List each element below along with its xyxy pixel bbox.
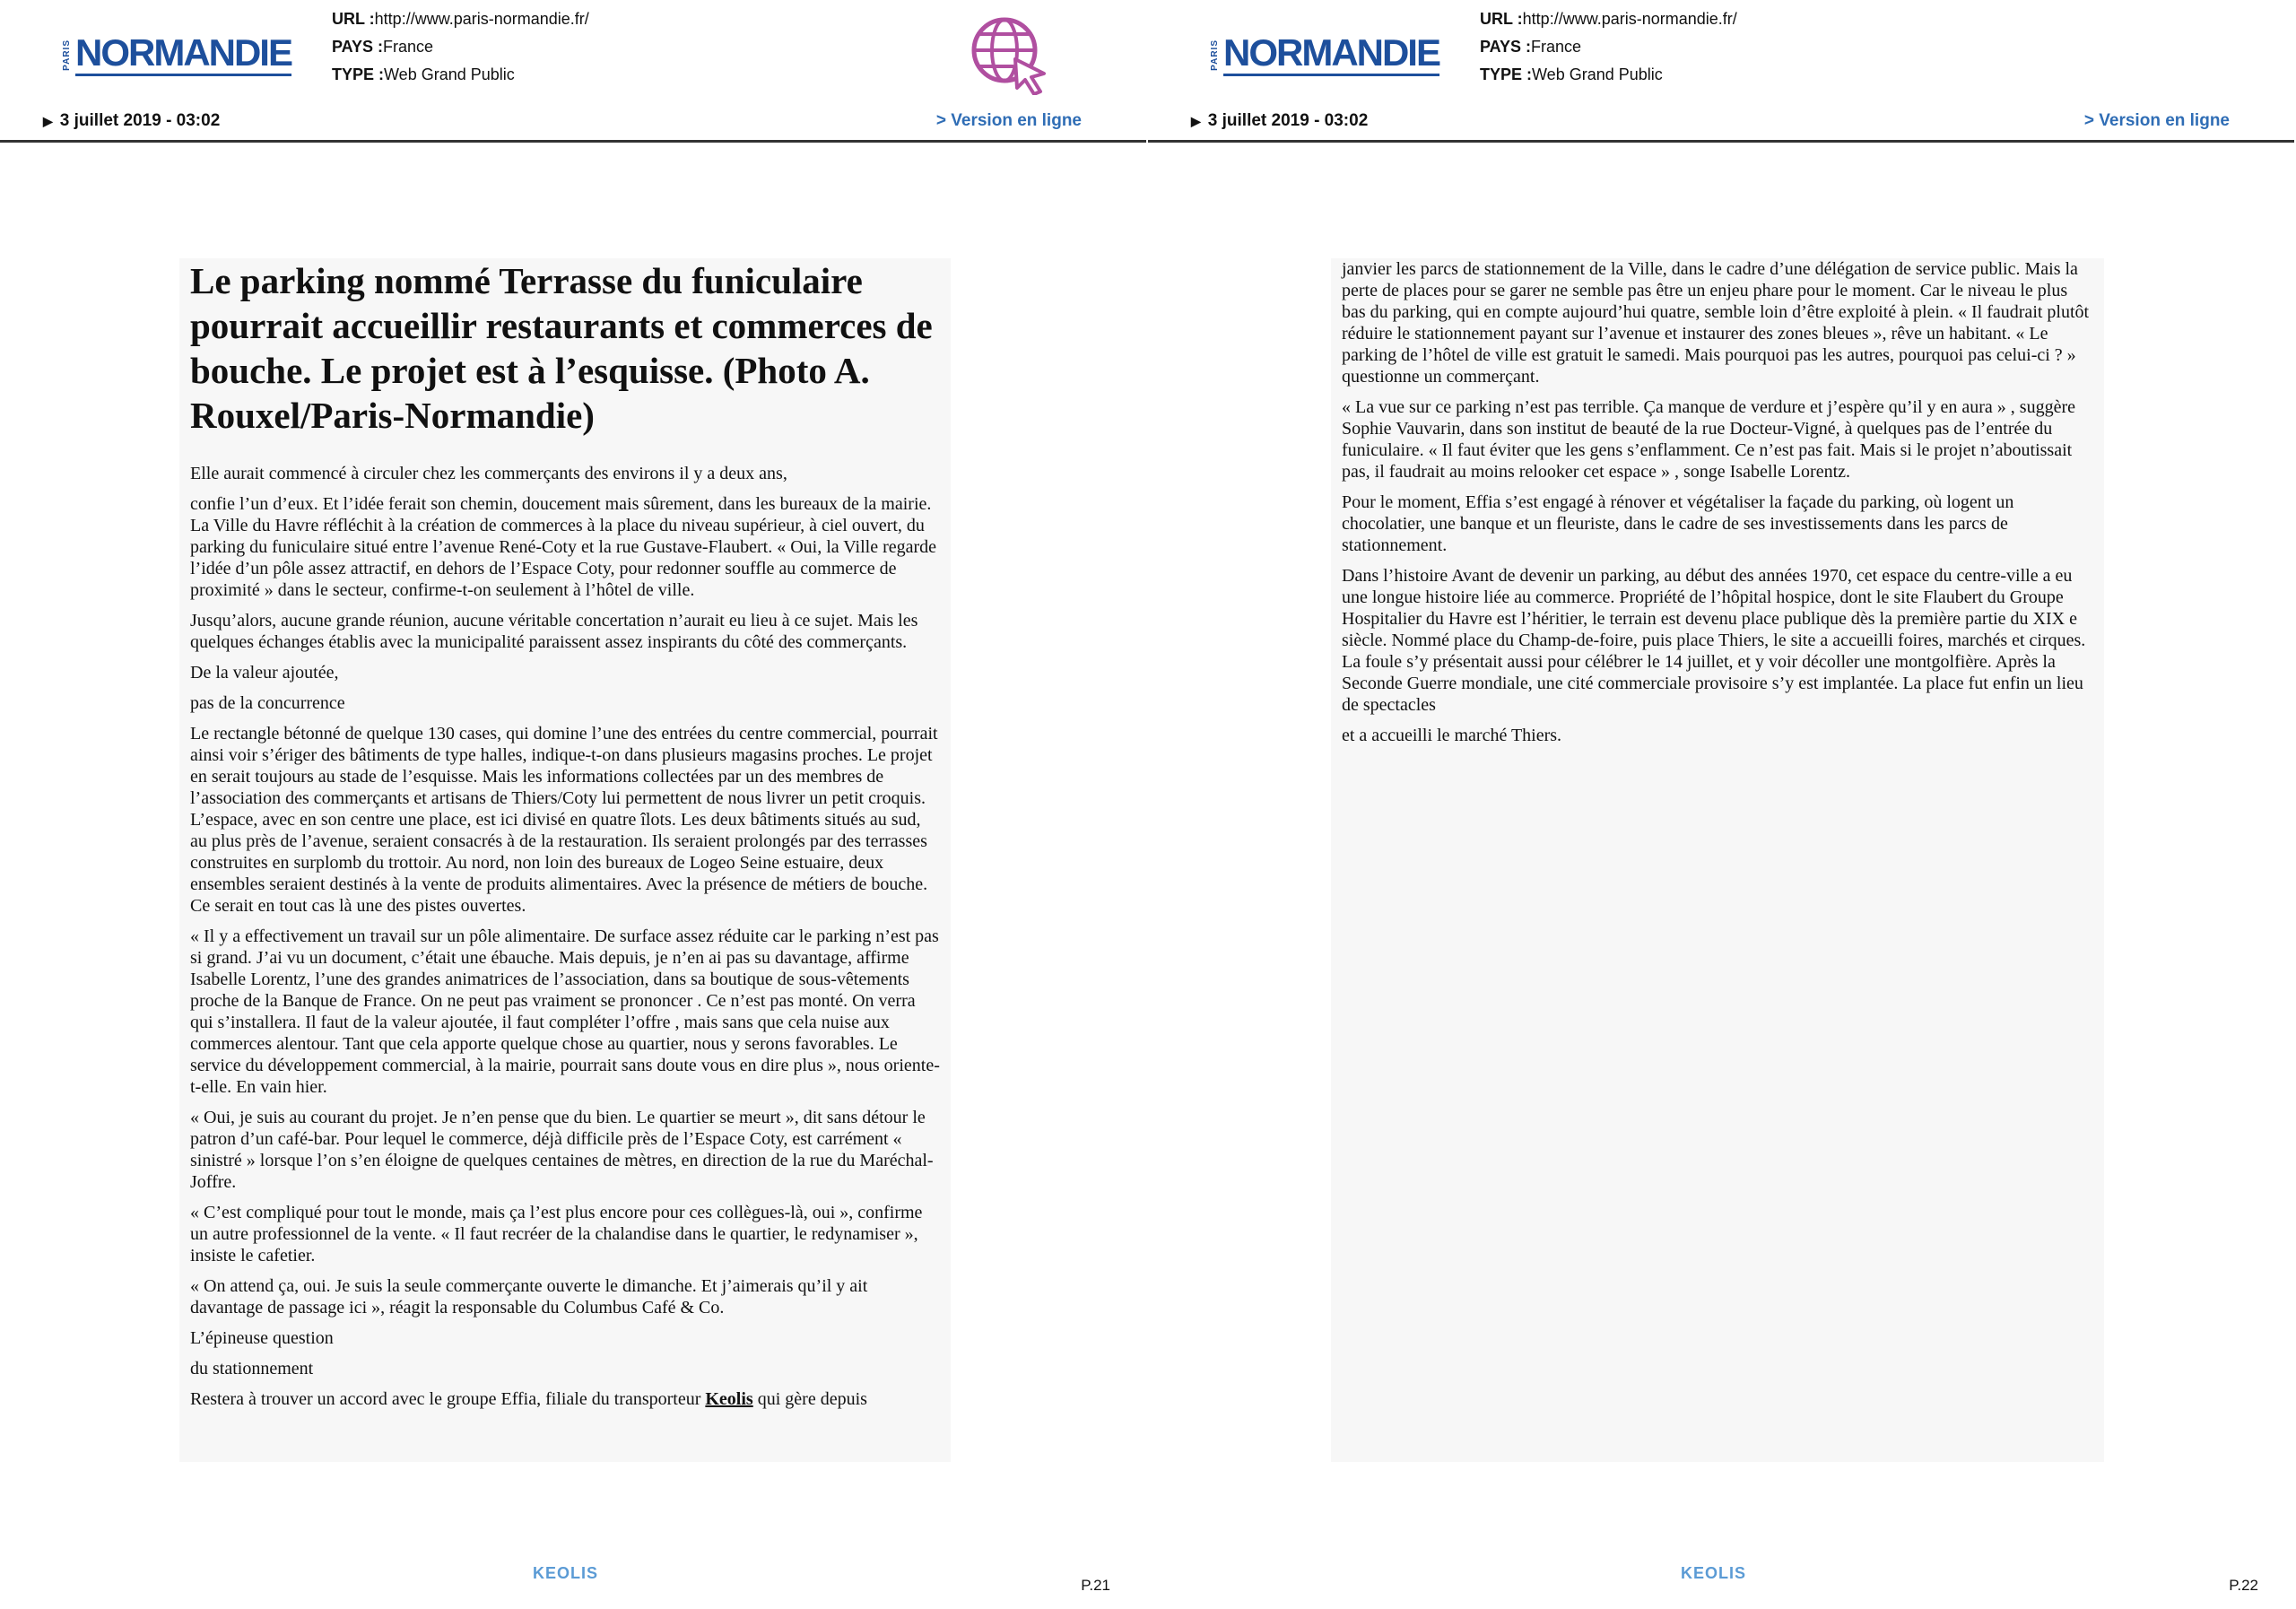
keolis-logo: KEOLIS <box>533 1564 599 1582</box>
paragraph: « La vue sur ce parking n’est pas terrible. Ça manque de verdure et j’espère qu’il y en aura » , suggère Sophie Vauvarin, dans son institut de beauté de la rue Docteur-Vigné, à quelques pas de l’entrée du funiculaire. « Il faut éviter que les gens s’enflamment. Ce n’est pas fait. Mais si le projet n’aboutissait pas, il faudrait au moins relooker cet espace » , songe Isabelle Lorentz. <box>1342 397 2076 482</box>
web-globe-icon <box>969 14 1049 95</box>
subheading: L’épineuse question <box>190 1328 334 1348</box>
article-title: Le parking nommé Terrasse du funiculaire pourrait accueillir restaurants et commerces de bouche. Le projet est à l’esquisse. (Photo A. Rouxel/Paris-Normandie) <box>190 260 933 436</box>
url-value: http://www.paris-normandie.fr/ <box>1522 10 1737 28</box>
paragraph: « Oui, je suis au courant du projet. Je n’en pense que du bien. Le quartier se meurt », dit sans détour le patron d’un café-bar. Pour lequel le commerce, déjà difficile près de l’Espace Coty, est carrément « sinistré » lorsque l’on s’en éloigne de quelques centaines de mètres, en direction de la rue du Maréchal-Joffre. <box>190 1108 934 1192</box>
page-number: P.21 <box>1081 1577 1110 1594</box>
paris-normandie-logo: PARIS NORMANDIE <box>1211 34 1439 76</box>
paragraph: et a accueilli le marché Thiers. <box>1342 726 1562 745</box>
paragraph: Elle aurait commencé à circuler chez les commerçants des environs il y a deux ans, <box>190 464 787 483</box>
pays-value: France <box>383 38 434 56</box>
keolis-link[interactable]: Keolis <box>705 1389 753 1409</box>
paragraph: « Il y a effectivement un travail sur un pôle alimentaire. De surface assez réduite car le parking n’est pas si grand. J’ai vu un document, c’était une ébauche. Mais depuis, je n’en ai pas su davantage, affirme Isabelle Lorentz, l’une des grandes animatrices de l’association, dans sa boutique de sous-vêtements proche de la Banque de France. On ne peut pas vraiment se prononcer . Ce n’est pas monté. On verra qui s’installera. Il faut de la valeur ajoutée, il faut compléter l’offre , mais sans que cela nuise aux commerces alentour. Tant que cela apporte quelque chose au quartier, nous y serons favorables. Le service du développement commercial, à la mairie, pourrait sans doute vous en dire plus », nous oriente-t-elle. En vain hier. <box>190 926 940 1097</box>
source-metadata: URL :http://www.paris-normandie.fr/ PAYS :France TYPE :Web Grand Public <box>1480 10 1737 83</box>
page-right <box>1148 0 2296 1609</box>
paragraph: Pour le moment, Effia s’est engagé à rénover et végétaliser la façade du parking, où logent un chocolatier, une banque et un fleuriste, dans le cadre de ses investissements dans les parcs de stationnement. <box>1342 492 2014 555</box>
paragraph: « C’est compliqué pour tout le monde, mais ça l’est plus encore pour ces collègues-là, oui », confirme un autre professionnel de la vente. « Il faut recréer de la chalandise dans le quartier, le redynamiser », insiste le cafetier. <box>190 1203 923 1265</box>
article-body-right <box>1331 258 2104 1462</box>
url-value: http://www.paris-normandie.fr/ <box>374 10 589 28</box>
pays-value: France <box>1531 38 1582 56</box>
subheading: De la valeur ajoutée, <box>190 663 339 683</box>
source-metadata: URL :http://www.paris-normandie.fr/ PAYS :France TYPE :Web Grand Public <box>332 10 589 83</box>
article-body-left <box>179 258 951 1462</box>
page-number: P.22 <box>2229 1577 2258 1594</box>
play-triangle-icon: ▶ <box>1191 114 1201 128</box>
keolis-logo: KEOLIS <box>1681 1564 1747 1582</box>
header-divider <box>1148 140 2294 143</box>
version-en-ligne-link[interactable]: > Version en ligne <box>935 111 1082 130</box>
paragraph: Le rectangle bétonné de quelque 130 cases, qui domine l’une des entrées du centre commercial, pourrait ainsi voir s’ériger des bâtiments de type halles, indique-t-on dans plusieurs magasins proches. Le projet en serait toujours au stade de l’esquisse. Mais les informations collectées par un des membres de l’association des commerçants et artisans de Thiers/Coty lui permettent de nous livrer un petit croquis. L’espace, avec en son centre une place, est ici divisé en quatre îlots. Les deux bâtiments situés au sud, au plus près de l’avenue, seraient consacrés à de la restauration. Ils seraient prolongés par des terrasses construites en surplomb du trottoir. Au nord, non loin des bureaux de Logeo Seine estuaire, deux ensembles seraient destinés à la vente de produits alimentaires. Avec la présence de métiers de bouche. Ce serait en tout cas là une des pistes ouvertes. <box>190 724 938 916</box>
paragraph: « On attend ça, oui. Je suis la seule commerçante ouverte le dimanche. Et j’aimerais qu’il y ait davantage de passage ici », réagit la responsable du Columbus Café & Co. <box>190 1276 868 1318</box>
type-value: Web Grand Public <box>1532 65 1663 83</box>
type-value: Web Grand Public <box>384 65 515 83</box>
play-triangle-icon: ▶ <box>43 114 53 128</box>
paragraph: Dans l’histoire Avant de devenir un parking, au début des années 1970, cet espace du centre-ville a eu une longue histoire liée au commerce. Propriété de l’hôpital hospice, dont le site Flaubert du Groupe Hospitalier du Havre est l’héritier, le terrain est devenu place publique dès la première partie du XIX e siècle. Nommé place du Champ-de-foire, puis place Thiers, le site a accueilli foires, marchés et cirques. La foule s’y présentait aussi pour célébrer le 14 juillet, et y voir décoller une montgolfière. Après la Seconde Guerre mondiale, une cité commerciale provisoire s’y est implantée. La place fut enfin un lieu de spectacles <box>1342 566 2086 715</box>
publication-date: ▶ 3 juillet 2019 - 03:02 <box>43 111 221 130</box>
paris-normandie-logo: PARIS NORMANDIE <box>63 34 291 76</box>
subheading: du stationnement <box>190 1359 314 1379</box>
paragraph: confie l’un d’eux. Et l’idée ferait son chemin, doucement mais sûrement, dans les bureaux de la mairie. La Ville du Havre réfléchit à la création de commerces à la place du niveau supérieur, à ciel ouvert, du parking du funiculaire situé entre l’avenue René-Coty et la rue Gustave-Flaubert. « Oui, la Ville regarde l’idée d’un pôle assez attractif, en dehors de l’Espace Coty, pour redonner souffle au commerce de proximité » dans le secteur, confirme-t-on seulement à l’hôtel de ville. <box>190 494 937 600</box>
header-divider <box>0 140 1146 143</box>
paragraph: Restera à trouver un accord avec le groupe Effia, filiale du transporteur Keolis qui gère depuis <box>190 1389 867 1409</box>
paragraph: janvier les parcs de stationnement de la Ville, dans le cadre d’une délégation de service public. Mais la perte de places pour se garer ne semble pas être un enjeu phare pour le moment. Car le niveau le plus bas du parking, qui en compte aujourd’hui quatre, semble loin d’être exploité à plein. « Il faudrait plutôt réduire le stationnement payant sur l’avenue et instaurer des zones bleues », rêve un habitant. « Le parking de l’hôtel de ville est gratuit le samedi. Mais pourquoi pas les autres, pourquoi pas celui-ci ? » questionne un commerçant. <box>1342 259 2090 387</box>
subheading: pas de la concurrence <box>190 693 345 713</box>
version-en-ligne-link[interactable]: > Version en ligne <box>2083 111 2230 130</box>
publication-date: ▶ 3 juillet 2019 - 03:02 <box>1191 111 1369 130</box>
paragraph: Jusqu’alors, aucune grande réunion, aucune véritable concertation n’aurait eu lieu à ce sujet. Mais les quelques échanges établis avec la municipalité paraissent assez inspirants du côté des commerçants. <box>190 611 918 652</box>
